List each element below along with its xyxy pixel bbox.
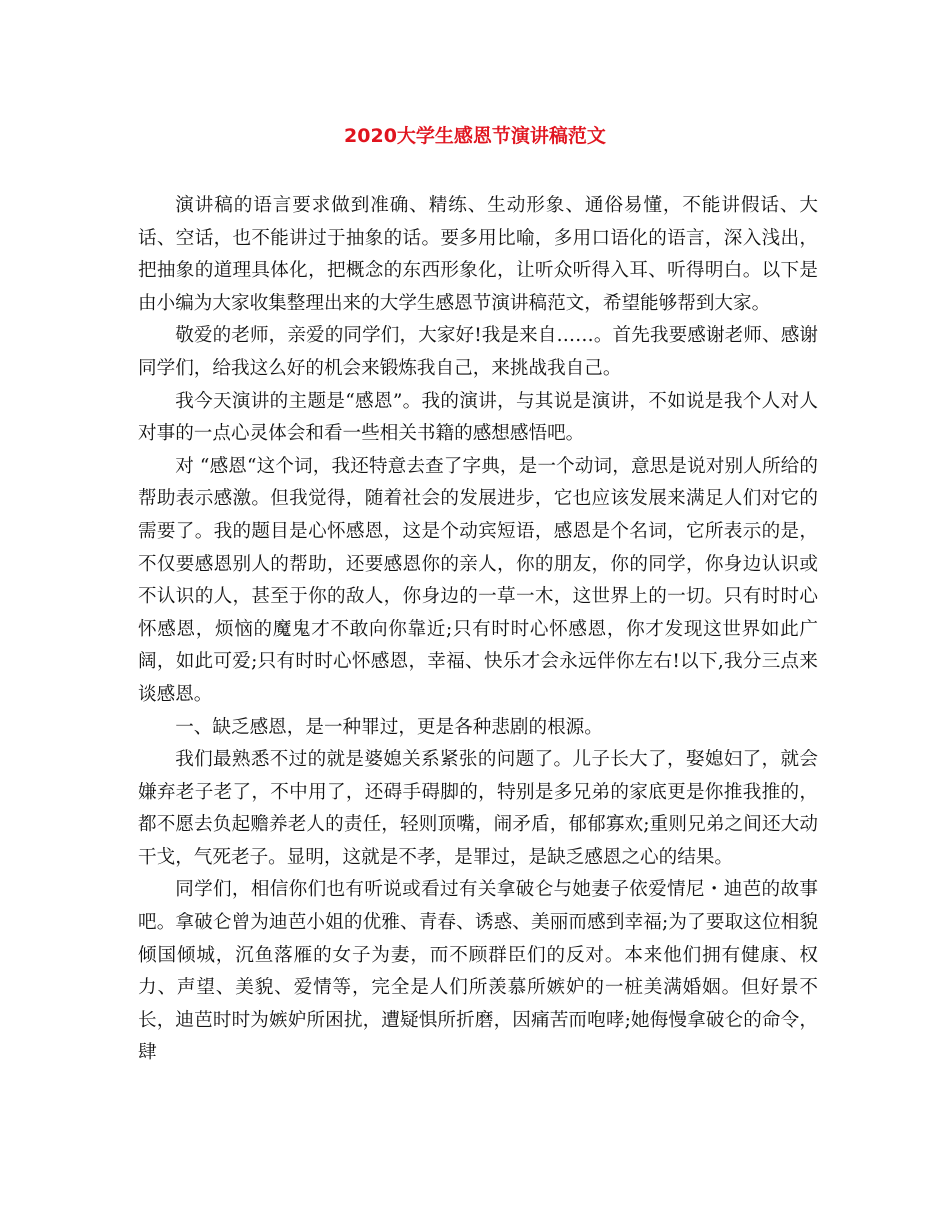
paragraph-intro: 演讲稿的语言要求做到准确、精练、生动形象、通俗易懂，不能讲假话、大话、空话，也不能讲过于抽象的话。要多用比喻，多用口语化的语言，深入浅出，把抽象的道理具体化，把概念的东西形象化，让听众听得入耳、听得明白。以下是由小编为大家收集整理出来的大学生感恩节演讲稿范文，希望能够帮到大家。 [138, 195, 818, 314]
paragraph-family-example: 我们最熟悉不过的就是婆媳关系紧张的问题了。儿子长大了，娶媳妇了，就会嫌弃老子老了，不中用了，还碍手碍脚的，特别是多兄弟的家底更是你推我推的，都不愿去负起赡养老人的责任，轻则顶嘴，闹矛盾，郁郁寡欢;重则兄弟之间还大动干戈，气死老子。显明，这就是不孝，是罪过，是缺乏感恩之心的结果。 [138, 749, 818, 868]
paragraph-greeting: 敬爱的老师，亲爱的同学们，大家好!我是来自……。首先我要感谢老师、感谢同学们，给我这么好的机会来锻炼我自己，来挑战我自己。 [138, 325, 818, 379]
paragraph-section-heading: 一、缺乏感恩，是一种罪过，更是各种悲剧的根源。 [175, 716, 603, 738]
document-title: 2020大学生感恩节演讲稿范文 [344, 125, 606, 147]
paragraph-napoleon-story: 同学们，相信你们也有听说或看过有关拿破仑与她妻子依爱情尼・迪芭的故事吧。拿破仑曾为迪芭小姐的优雅、青春、诱惑、美丽而感到幸福;为了要取这位相貌倾国倾城，沉鱼落雁的女子为妻，而不顾群臣们的反对。本来他们拥有健康、权力、声望、美貌、爱情等，完全是人们所羡慕所嫉妒的一桩美满婚姻。但好景不长，迪芭时时为嫉妒所困扰，遭疑惧所折磨，因痛苦而咆哮;她侮慢拿破仑的命令，肆 [138, 879, 818, 1064]
paragraph-definition: 对 “感恩“这个词，我还特意去查了字典，是一个动词，意思是说对别人所给的帮助表示感激。但我觉得，随着社会的发展进步，它也应该发展来满足人们对它的需要了。我的题目是心怀感恩，这是个动宾短语，感恩是个名词，它所表示的是，不仅要感恩别人的帮助，还要感恩你的亲人，你的朋友，你的同学，你身边认识或不认识的人，甚至于你的敌人，你身边的一草一木，这世界上的一切。只有时时心怀感恩，烦恼的魔鬼才不敢向你靠近;只有时时心怀感恩，你才发现这世界如此广阔，如此可爱;只有时时心怀感恩，幸福、快乐才会永远伴你左右!以下,我分三点来谈感恩。 [138, 455, 818, 705]
paragraph-theme: 我今天演讲的主题是“感恩”。我的演讲，与其说是演讲，不如说是我个人对人对事的一点心灵体会和看一些相关书籍的感想感悟吧。 [138, 390, 818, 445]
document-body [138, 190, 818, 1070]
